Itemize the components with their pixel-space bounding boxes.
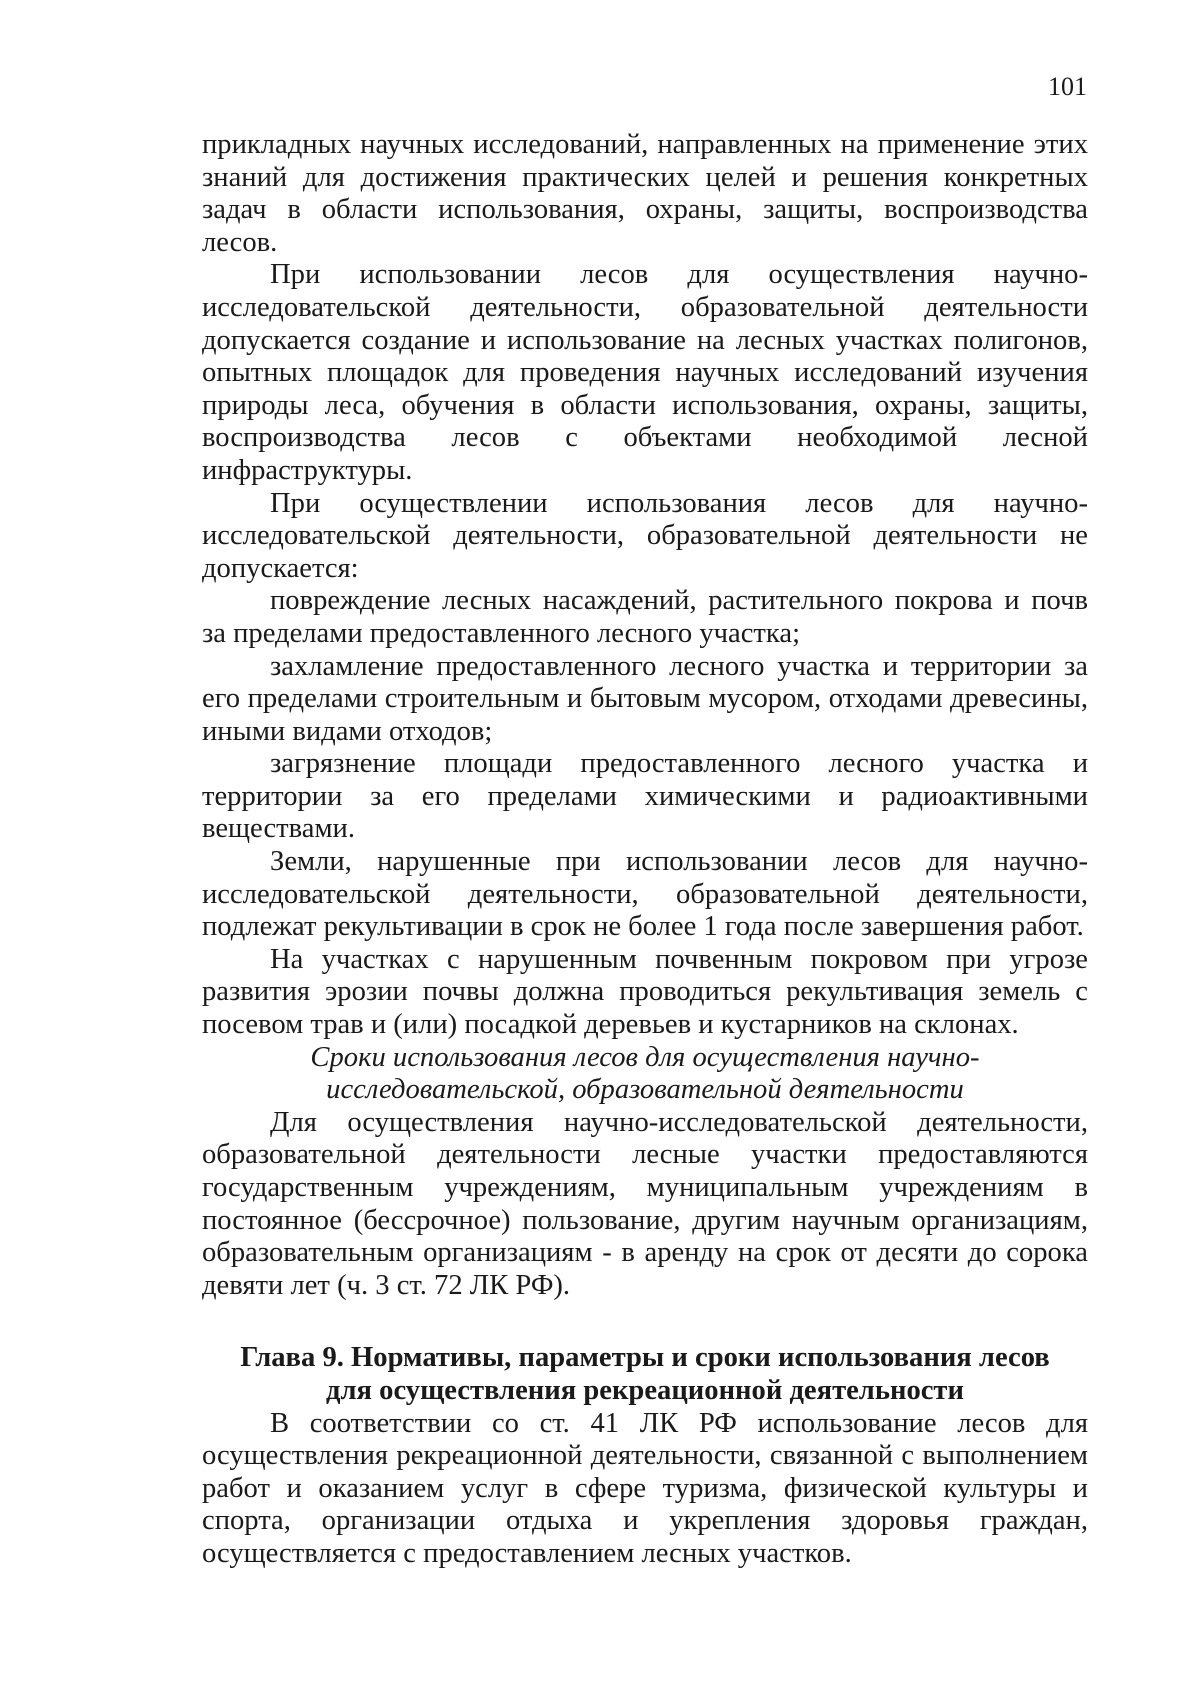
paragraph-erosion: На участках с нарушенным почвенным покровом при угрозе развития эрозии почвы должна проводиться рекультивация земель с посевом трав и (или) посадкой деревьев и кустарников на склонах. <box>202 943 1088 1041</box>
list-item-littering: захламление предоставленного лесного участка и территории за его пределами строительным и бытовым мусором, отходами древесины, иными видами отходов; <box>202 650 1088 747</box>
page-number: 101 <box>1048 72 1087 101</box>
paragraph-prohibited-intro: При осуществлении использования лесов для научно-исследовательской деятельности, образовательной деятельности не допускается: <box>202 487 1088 584</box>
list-item-pollution: загрязнение площади предоставленного лесного участка и территории за его пределами химическими и радиоактивными веществами. <box>202 748 1088 845</box>
paragraph-terms: Для осуществления научно-исследовательской деятельности, образовательной деятельности лесные участки предоставляются государственным учреждениям, муниципальным учреждениям в постоянное (бессрочное) пользование, другим научным организациям, образовательным организациям - в аренду на срок от десяти до сорока девяти лет (ч. 3 ст. 72 ЛК РФ). <box>202 1106 1088 1301</box>
paragraph-continuation: прикладных научных исследований, направленных на применение этих знаний для достижения практических целей и решения конкретных задач в области использования, охраны, защиты, воспроизводства лесов. <box>202 129 1088 258</box>
paragraph-recultivation: Земли, нарушенные при использовании лесов для научно-исследовательской деятельности, образовательной деятельности, подлежат рекультивации в срок не более 1 года после завершения работ. <box>202 846 1088 943</box>
chapter-heading: Глава 9. Нормативы, параметры и сроки использования лесов для осуществления рекреационной деятельности <box>240 1342 1050 1406</box>
section-subheading: Сроки использования лесов для осуществления научно-исследовательской, образовательной деятельности <box>310 1041 980 1106</box>
page-body <box>202 129 1088 1571</box>
list-item-damage: повреждение лесных насаждений, растительного покрова и почв за пределами предоставленного лесного участка; <box>202 585 1088 649</box>
paragraph-polygons: При использовании лесов для осуществления научно-исследовательской деятельности, образовательной деятельности допускается создание и использование на лесных участках полигонов, опытных площадок для проведения научных исследований изучения природы леса, обучения в области использования, охраны, защиты, воспроизводства лесов с объектами необходимой лесной инфраструктуры. <box>202 259 1088 486</box>
paragraph-recreation: В соответствии со ст. 41 ЛК РФ использование лесов для осуществления рекреационной деятельности, связанной с выполнением работ и оказанием услуг в сфере туризма, физической культуры и спорта, организации отдыха и укрепления здоровья граждан, осуществляется с предоставлением лесных участков. <box>202 1407 1088 1569</box>
